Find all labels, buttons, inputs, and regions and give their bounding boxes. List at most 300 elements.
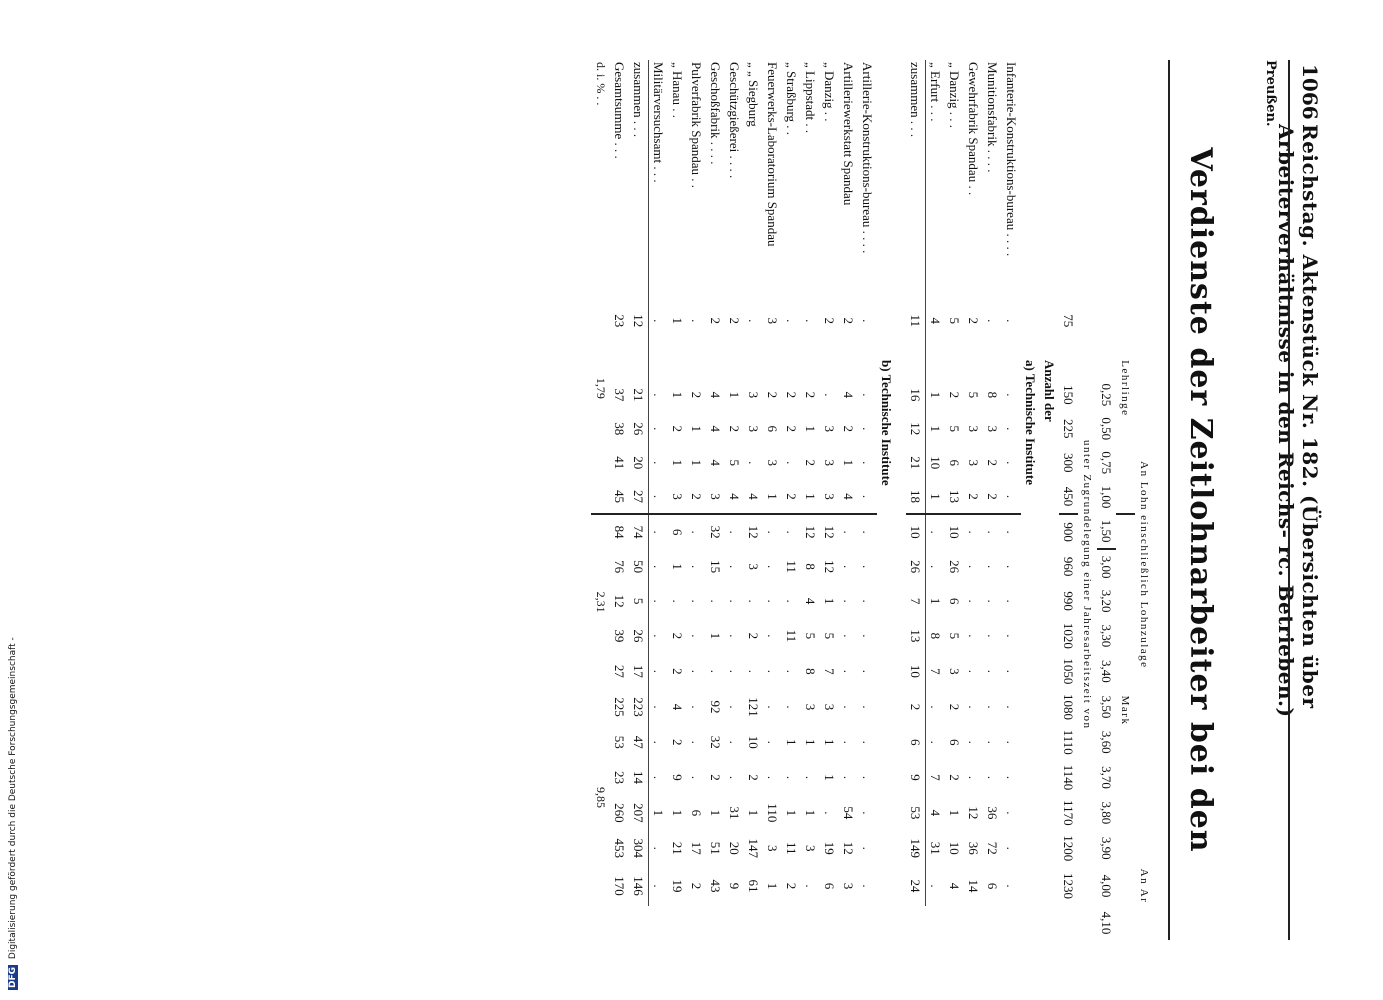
cell-value: 32 (706, 514, 725, 549)
cell-value: . (1002, 514, 1021, 549)
cell-value: . (860, 634, 876, 638)
cell-value: 2 (803, 391, 819, 399)
cell-value: 5 (966, 391, 982, 399)
row-label: Munitionsfabrik . . . . (985, 62, 1001, 173)
cell-value: 304 (629, 830, 649, 866)
cell-value: 110 (765, 803, 781, 823)
mark-header: Mark (1116, 514, 1135, 906)
yearly-rate-6: 960 (1061, 556, 1077, 577)
cell-value: 3 (966, 425, 982, 433)
table-row (926, 60, 946, 940)
cell-value: . (689, 705, 705, 709)
cell-value: 36 (966, 841, 982, 855)
section-a-rows (906, 60, 1021, 940)
yearly-rate-1: 150 (1061, 385, 1077, 405)
cell-value: . (822, 811, 838, 815)
cell-value: . (860, 564, 876, 569)
cell-value: 3 (746, 425, 762, 433)
cell-value: . (966, 634, 982, 638)
cell-value: 8 (803, 563, 819, 570)
cell-value: . (860, 884, 876, 888)
cell-value: 6 (947, 459, 963, 466)
cell-value: . (860, 494, 876, 499)
table-row (610, 60, 629, 940)
cell-value: . (841, 634, 857, 638)
cell-value: . (651, 494, 667, 499)
daily-rate-1: 0,50 (1099, 417, 1115, 441)
cell-value: 3 (708, 493, 724, 500)
cell-value: 19 (670, 879, 686, 893)
daily-rate-4: 1,50 (1099, 519, 1115, 543)
cell-value: . (1004, 884, 1020, 888)
running-title: Reichstag. Aktenstück Nr. 182. (Übersichten über Arbeiterverhältnisse in den Reichs- rc. Betrieben.) (1274, 124, 1322, 718)
cell-value: . (727, 775, 743, 780)
cell-value: . (858, 514, 877, 549)
row-label: Gesamtsumme . . . (612, 62, 628, 159)
cell-value: 10 (947, 841, 963, 855)
cell-value: 2 (784, 391, 800, 399)
cell-value: 8 (985, 391, 1001, 399)
title-rule (1168, 60, 1170, 940)
cell-value: . (725, 514, 744, 549)
row-label: Geschützgießerei . . . . (727, 62, 743, 179)
cell-value: . (985, 740, 1001, 744)
cell-value: 16 (906, 378, 926, 412)
cell-value: . (727, 740, 743, 744)
cell-value: . (651, 393, 667, 397)
cell-value: . (1004, 427, 1020, 431)
daily-rate-10: 3,60 (1099, 730, 1115, 754)
cell-value: 1 (928, 391, 944, 399)
table-row (983, 60, 1002, 940)
cell-value: 3 (822, 459, 838, 466)
cell-value: 7 (928, 668, 944, 675)
cell-value: 2 (985, 493, 1001, 500)
cell-value: . (1004, 564, 1020, 569)
row-label: „ Hanau . . (670, 62, 686, 118)
cell-value: 4 (727, 493, 743, 500)
cell-value: . (670, 599, 686, 603)
cell-value: 15 (708, 560, 724, 574)
cell-value: . (966, 669, 982, 674)
yearly-rate-10: 1080 (1061, 693, 1077, 720)
cell-value: . (651, 634, 667, 638)
cell-value: . (1004, 319, 1020, 323)
lohn-header: An Lohn einschließlich Lohnzulage (1138, 461, 1151, 669)
label-header (1097, 60, 1154, 264)
cell-value: 9 (906, 760, 926, 795)
cell-value: 3 (803, 845, 819, 852)
percentage-row (591, 60, 610, 940)
yearly-rate-9: 1050 (1061, 658, 1077, 685)
cell-value: 8 (803, 668, 819, 675)
cell-value: 1 (708, 632, 724, 640)
cell-value: 9 (670, 774, 686, 781)
cell-value: 3 (947, 668, 963, 675)
cell-value: 453 (612, 838, 628, 859)
cell-value: 1 (928, 493, 944, 500)
cell-value: 12 (612, 594, 628, 608)
cell-value: . (803, 884, 819, 888)
yearly-rate-14: 1200 (1061, 835, 1077, 862)
cell-value: 6 (947, 597, 963, 605)
rotated-table-frame (70, 60, 1330, 940)
cell-value: . (860, 427, 876, 431)
cell-value: 3 (822, 493, 838, 500)
cell-value: 21 (670, 841, 686, 855)
cell-value: 45 (612, 489, 628, 503)
table-row (858, 60, 877, 940)
cell-value: 2 (784, 882, 800, 890)
cell-value: 2 (689, 882, 705, 890)
cell-value: 5 (727, 459, 743, 466)
lehrlinge-header: Lehrlinge (1119, 360, 1132, 417)
cell-value: 4 (928, 317, 944, 325)
cell-value: 10 (906, 514, 926, 549)
cell-value: 1 (765, 882, 781, 890)
cell-value: . (1004, 494, 1020, 499)
cell-value: . (746, 319, 762, 323)
cell-value: . (839, 514, 858, 549)
cell-value: 26 (629, 412, 649, 446)
table-row (782, 60, 801, 940)
cell-value: 9 (727, 882, 743, 890)
cell-value: . (1004, 669, 1020, 674)
row-label: „ Danzig . . . (947, 62, 963, 129)
row-label: Infanterie-Konstruktions-bureau . . . . (1004, 62, 1020, 257)
cell-value: 1 (822, 597, 838, 605)
cell-value: . (860, 461, 876, 465)
cell-value: 1 (689, 425, 705, 433)
table-row (906, 60, 926, 940)
cell-value: 12 (822, 560, 838, 574)
cell-value: 23 (612, 314, 628, 328)
cell-value: 12 (744, 514, 763, 549)
cell-value: . (689, 740, 705, 744)
cell-value: 53 (906, 795, 926, 830)
cell-value: 76 (612, 560, 628, 574)
cell-value: . (727, 634, 743, 638)
cell-value: 2 (841, 317, 857, 325)
yearly-label-cell (1059, 60, 1078, 264)
yearly-rate-13: 1170 (1061, 800, 1077, 826)
yearly-rate-12: 1140 (1061, 764, 1077, 791)
cell-value: 13 (906, 618, 926, 654)
cell-value: 3 (765, 317, 781, 325)
an-ar-header: An Ar (1138, 868, 1151, 904)
cell-value: 4 (708, 425, 724, 433)
cell-value: 19 (822, 841, 838, 855)
table-row (820, 60, 839, 940)
yearly-rate-8: 1020 (1061, 622, 1077, 649)
cell-value: 23 (612, 770, 628, 784)
row-label: „ Lippstadt . . (803, 62, 819, 134)
cell-value: 2 (708, 774, 724, 781)
cell-value: 7 (906, 584, 926, 618)
cell-value: . (784, 705, 800, 709)
cell-value: . (983, 514, 1002, 549)
cell-value: . (985, 634, 1001, 638)
cell-value: 36 (985, 806, 1001, 820)
cell-value: 3 (822, 425, 838, 433)
cell-value: 6 (822, 882, 838, 890)
cell-value: . (860, 599, 876, 603)
cell-value: 12 (906, 412, 926, 446)
cell-value: 6 (906, 725, 926, 760)
cell-value: 1 (803, 493, 819, 500)
cell-value: 1 (765, 493, 781, 500)
table-row (763, 60, 782, 940)
table-row (649, 60, 669, 940)
daily-rate-12: 3,80 (1099, 801, 1115, 825)
cell-value: 21 (906, 446, 926, 480)
cell-value: 2 (670, 632, 686, 640)
cell-value: 3 (803, 703, 819, 711)
cell-value: . (708, 599, 724, 603)
unter-label (1078, 60, 1097, 264)
table-row (725, 60, 744, 940)
cell-value: . (651, 669, 667, 674)
pct-mid: 2,31 (591, 514, 610, 689)
cell-value: . (860, 319, 876, 323)
cell-value: . (651, 427, 667, 431)
yearly-rate-2: 225 (1061, 419, 1077, 439)
cell-value: . (1004, 846, 1020, 850)
row-label: Militärversuchsamt . . . (651, 62, 667, 183)
cell-value: . (928, 564, 944, 569)
cell-value: 7 (928, 774, 944, 781)
cell-value: . (1004, 811, 1020, 815)
cell-value: . (966, 740, 982, 744)
cell-value: 2 (784, 425, 800, 433)
yearly-rate-4: 450 (1061, 486, 1077, 507)
cell-value: . (765, 599, 781, 603)
table-row (744, 60, 763, 940)
yearly-rate-11: 1110 (1061, 729, 1077, 755)
cell-value: . (746, 599, 762, 603)
cell-value: . (784, 461, 800, 465)
cell-value: 11 (784, 842, 800, 855)
cell-value: . (651, 564, 667, 569)
cell-value: 1 (670, 809, 686, 817)
cell-value: 2 (727, 425, 743, 433)
cell-value: 51 (708, 841, 724, 855)
cell-value: 27 (629, 480, 649, 514)
table-row (839, 60, 858, 940)
cell-value: 1 (670, 317, 686, 325)
cell-value: 50 (629, 549, 649, 584)
cell-value: . (708, 669, 724, 674)
cell-value: 12 (841, 841, 857, 855)
cell-value: 5 (822, 632, 838, 640)
cell-value: . (689, 775, 705, 780)
cell-value: 72 (985, 841, 1001, 855)
cell-value: . (966, 705, 982, 709)
digitization-note (8, 637, 18, 990)
cell-value: . (1004, 461, 1020, 465)
cell-value: . (763, 514, 782, 549)
daily-rate-5: 3,00 (1097, 549, 1116, 584)
cell-value: 12 (801, 514, 820, 549)
cell-value: 74 (629, 514, 649, 549)
cell-value: . (727, 599, 743, 603)
cell-value: . (928, 884, 944, 888)
cell-value: 26 (947, 560, 963, 574)
cell-value: . (784, 669, 800, 674)
pct-label: d. i. % . . (594, 62, 608, 106)
cell-value: 2 (841, 425, 857, 433)
row-label: Artillerie-Konstruktions-bureau . . . . (860, 62, 876, 254)
daily-label-cell (1097, 264, 1116, 378)
daily-rate-0: 0,25 (1099, 383, 1115, 407)
cell-value: 10 (906, 654, 926, 690)
cell-value: . (985, 564, 1001, 569)
cell-value: 3 (746, 563, 762, 570)
section-b-title: b) Technische Institute (879, 360, 895, 486)
cell-value: 1 (670, 459, 686, 466)
cell-value: 1 (822, 774, 838, 781)
cell-value: 5 (629, 584, 649, 618)
yearly-rate-7: 990 (1061, 591, 1077, 611)
digitization-text: Digitalisierung gefördert durch die Deutsche Forschungsgemeinschaft - (8, 637, 18, 960)
cell-value: 2 (765, 391, 781, 399)
cell-value: . (651, 740, 667, 744)
cell-value: 2 (803, 459, 819, 466)
dfg-logo: DFG (8, 966, 18, 988)
cell-value: 26 (629, 618, 649, 654)
cell-value: 1 (670, 391, 686, 399)
daily-rate-7: 3,30 (1099, 624, 1115, 648)
cell-value: . (689, 634, 705, 638)
cell-value: . (1004, 705, 1020, 709)
cell-value: 26 (906, 549, 926, 584)
cell-value: 2 (966, 493, 982, 500)
table-row (945, 60, 964, 940)
cell-value: . (860, 740, 876, 744)
cell-value: 41 (612, 456, 628, 470)
cell-value: . (784, 319, 800, 323)
cell-value: 1 (784, 809, 800, 817)
cell-value: . (687, 514, 706, 549)
cell-value: . (860, 705, 876, 709)
cell-value: 14 (629, 760, 649, 795)
cell-value: . (651, 599, 667, 603)
cell-value: . (765, 634, 781, 638)
cell-value: 1 (727, 391, 743, 399)
daily-rate-3: 1,00 (1099, 485, 1115, 509)
cell-value: . (985, 775, 1001, 780)
cell-value: 2 (784, 493, 800, 500)
table-row (668, 60, 687, 940)
row-label: zusammen . . . (629, 60, 649, 264)
cell-value: 31 (928, 841, 944, 855)
row-label: Artilleriewerkstatt Spandau (841, 62, 857, 206)
table-row (801, 60, 820, 940)
cell-value: 31 (727, 806, 743, 820)
cell-value: 21 (629, 378, 649, 412)
section-b-rows (610, 60, 877, 940)
cell-value: 2 (689, 493, 705, 500)
cell-value: 1 (784, 739, 800, 746)
cell-value: 225 (612, 697, 628, 717)
cell-value: 27 (612, 664, 628, 678)
cell-value: 6 (689, 809, 705, 817)
cell-value: 6 (765, 425, 781, 433)
cell-value: 4 (708, 391, 724, 399)
cell-value: . (1004, 599, 1020, 603)
cell-value: 7 (822, 668, 838, 675)
cell-value: 11 (784, 560, 800, 573)
cell-value: . (727, 564, 743, 569)
daily-rate-13: 3,90 (1099, 836, 1115, 860)
cell-value: 1 (803, 809, 819, 817)
cell-value: 2 (708, 317, 724, 325)
cell-value: 1 (928, 597, 944, 605)
page-number: 1066 (1298, 64, 1322, 120)
cell-value: 2 (670, 425, 686, 433)
cell-value: 207 (629, 795, 649, 830)
table-row (687, 60, 706, 940)
cell-value: 4 (746, 493, 762, 500)
header-rule (1288, 60, 1290, 940)
cell-value: 13 (947, 489, 963, 503)
cell-value: . (841, 740, 857, 744)
cell-value: 4 (947, 882, 963, 890)
cell-value: . (1004, 740, 1020, 744)
cell-value: . (985, 319, 1001, 323)
cell-value: . (803, 319, 819, 323)
cell-value: 3 (746, 391, 762, 399)
cell-value: 2 (746, 632, 762, 640)
cell-value: . (651, 319, 667, 323)
cell-value: 20 (629, 446, 649, 480)
cell-value: . (985, 705, 1001, 709)
cell-value: 1 (822, 739, 838, 746)
cell-value: . (803, 775, 819, 780)
cell-value: 32 (708, 735, 724, 749)
table-row (1002, 60, 1021, 940)
cell-value: 1 (670, 563, 686, 570)
cell-value: . (860, 811, 876, 815)
yearly-rate-0: 75 (1061, 314, 1077, 328)
cell-value: . (1004, 634, 1020, 638)
cell-value: 4 (841, 391, 857, 399)
cell-value: 3 (765, 459, 781, 466)
row-label: Pulverfabrik Spandau . . (689, 62, 705, 189)
daily-rate-15: 4,10 (1099, 911, 1115, 935)
cell-value: 6 (668, 514, 687, 549)
daily-rate-11: 3,70 (1099, 766, 1115, 789)
yearly-rate-row (1059, 60, 1078, 940)
cell-value: 24 (906, 866, 926, 906)
cell-value: 170 (612, 876, 628, 896)
cell-value: 20 (727, 841, 743, 855)
daily-rate-14: 4,00 (1099, 874, 1115, 898)
cell-value: 4 (841, 493, 857, 500)
cell-value: . (966, 775, 982, 780)
cell-value: . (926, 514, 946, 549)
daily-rate-8: 3,40 (1099, 660, 1115, 683)
cell-value: 147 (746, 838, 762, 859)
cell-value: . (689, 669, 705, 674)
cell-value: 3 (822, 703, 838, 711)
cell-value: 37 (612, 388, 628, 402)
cell-value: . (860, 846, 876, 850)
cell-value: . (841, 775, 857, 780)
row-label: „ Danzig . . (822, 62, 838, 122)
cell-value: 39 (612, 629, 628, 643)
cell-value: 11 (906, 264, 926, 378)
